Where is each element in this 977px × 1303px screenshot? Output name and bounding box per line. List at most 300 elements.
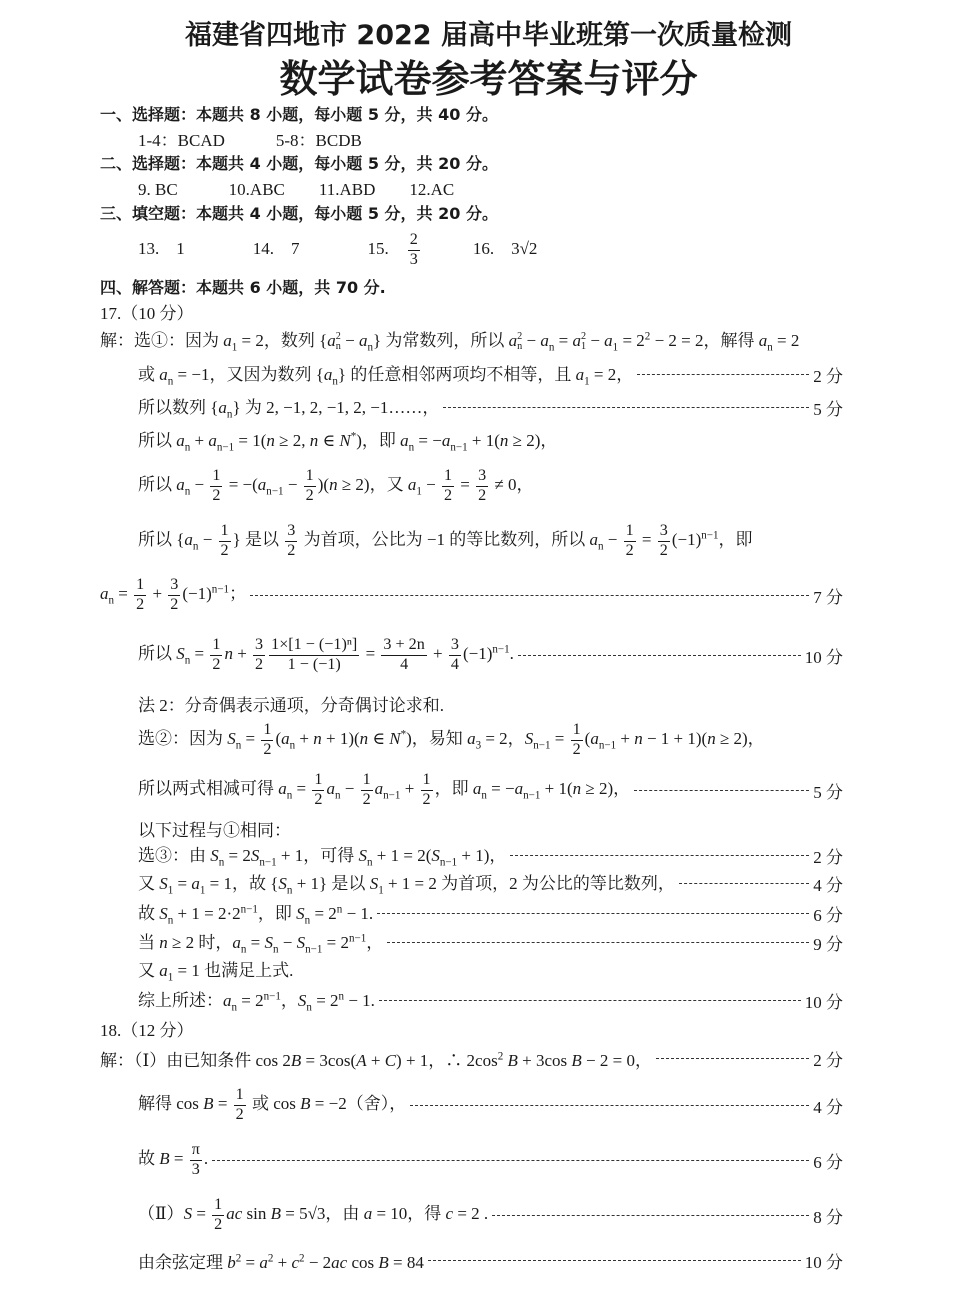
denominator: 2 — [220, 541, 229, 559]
score-label: 4 分 — [813, 1097, 843, 1117]
fraction — [449, 636, 461, 674]
dotted-leader — [410, 1105, 809, 1106]
dotted-leader — [634, 790, 809, 791]
numerator: 2 — [408, 231, 420, 251]
math-variable: a — [589, 529, 598, 549]
fraction — [571, 721, 583, 759]
math-variable: n — [707, 728, 716, 748]
math-variable: a — [223, 991, 232, 1011]
answer-line — [138, 466, 843, 504]
text: = −2（舍）， — [310, 1093, 407, 1113]
text: 由余弦定理 — [138, 1252, 228, 1272]
numerator: 1 — [571, 721, 583, 741]
text: − — [522, 331, 541, 351]
math-variable: B — [300, 1093, 311, 1113]
answer-line — [100, 1013, 843, 1043]
math-variable: S — [358, 846, 367, 866]
denominator: 4 — [450, 655, 459, 673]
answer-line — [138, 813, 843, 843]
text: 所以 — [138, 643, 177, 663]
text: = 5√3，由 — [281, 1203, 364, 1223]
math-variable: a — [281, 728, 290, 748]
fraction — [269, 636, 359, 674]
math-variable: a — [467, 728, 476, 748]
score-label: 2 分 — [813, 366, 843, 386]
subscript: n−1 — [305, 943, 323, 956]
subscript: n — [184, 654, 191, 667]
text: − — [340, 778, 359, 798]
line-content — [138, 467, 534, 505]
text: = − — [414, 431, 442, 451]
denominator: 2 — [235, 1105, 244, 1123]
text: } 的任意相邻两项均不相等，且 — [337, 365, 576, 385]
math-variable: B — [203, 1093, 214, 1113]
math-variable: B — [378, 1252, 389, 1272]
math-variable: n — [224, 643, 233, 663]
dotted-leader — [379, 1000, 801, 1001]
line-content — [138, 721, 765, 759]
text: + 1 = 2( — [372, 846, 432, 866]
text: 1-4：BCAD 5-8：BCDB — [138, 130, 362, 150]
dotted-leader — [510, 855, 809, 856]
denominator: 2 — [287, 541, 296, 559]
math-variable: a — [508, 331, 518, 351]
math-variable: a — [604, 331, 613, 351]
math-variable: S — [369, 874, 379, 894]
text: ≠ 0， — [490, 474, 534, 494]
text: 所以 — [138, 474, 177, 494]
superscript: n — [336, 903, 343, 916]
text: + — [190, 431, 209, 451]
subscript: 1 — [378, 884, 384, 897]
math-variable: c — [291, 1252, 300, 1272]
denominator: 2 — [255, 655, 264, 673]
math-variable: a — [259, 1252, 268, 1272]
answer-line — [138, 720, 843, 758]
text: 又 — [138, 874, 160, 894]
math-variable: N — [339, 431, 351, 451]
text: 解：（Ⅰ）由已知条件 cos 2 — [100, 1050, 291, 1070]
subscript: n — [231, 1001, 238, 1014]
text: = 2 — [322, 933, 349, 953]
fraction — [624, 522, 636, 560]
subscript: 1 — [167, 971, 174, 984]
text: 解得 cos — [138, 1093, 204, 1113]
math-variable: B — [571, 1050, 582, 1070]
line-content — [138, 175, 454, 200]
numerator: 1 — [210, 467, 222, 487]
text: = 2 — [310, 904, 337, 924]
line-content — [100, 299, 194, 324]
math-variable: n — [572, 778, 582, 798]
line-content — [138, 928, 383, 955]
text: 故 — [138, 904, 160, 924]
text: sin — [242, 1203, 271, 1223]
line-content — [100, 326, 799, 353]
text: = — [550, 728, 569, 748]
math-variable: S — [176, 643, 185, 663]
score-label: 10 分 — [804, 1252, 843, 1272]
numerator: 1 — [312, 771, 324, 791]
numerator: 3 — [476, 467, 488, 487]
text: 解：选①：因为 — [100, 331, 224, 351]
numerator: 1×[1 − (−1)ⁿ] — [269, 636, 359, 656]
superscript: 2 — [235, 1251, 242, 1264]
subscript: 1 — [199, 884, 206, 897]
numerator: 1 — [212, 1196, 224, 1216]
text: 法 2：分奇偶表示通项，分奇偶讨论求和. — [138, 695, 444, 715]
subscript: 1 — [231, 341, 238, 354]
subscript: 1 — [580, 341, 587, 353]
subscript: n — [184, 485, 191, 498]
text: = − — [486, 778, 515, 798]
subscript: n−1 — [383, 789, 401, 802]
text: 以下过程与①相同： — [138, 820, 291, 840]
numerator: π — [190, 1141, 202, 1161]
line-content — [138, 1248, 424, 1273]
text: = −1，又因为数列 { — [173, 365, 324, 385]
text: = — [456, 474, 475, 494]
text: ≥ 2 时， — [167, 933, 233, 953]
math-variable: a — [441, 431, 451, 451]
math-variable: a — [358, 331, 368, 351]
answer-line — [100, 575, 843, 613]
text: + — [295, 728, 314, 748]
subscript: n — [235, 739, 242, 752]
text: + — [616, 728, 635, 748]
subscript: n — [218, 856, 225, 869]
text: + — [366, 1050, 385, 1070]
numerator: 3 — [253, 636, 265, 656]
text: 一、选择题：本题共 8 小题，每小题 5 分，共 40 分。 — [100, 104, 498, 124]
denominator: 3 — [191, 1160, 200, 1178]
text: + — [400, 778, 419, 798]
subscript: n — [306, 1001, 312, 1014]
math-variable: n — [499, 431, 509, 451]
text: = 2 — [311, 991, 339, 1011]
fraction — [253, 636, 265, 674]
math-variable: a — [400, 431, 409, 451]
subscript: 1 — [416, 485, 422, 498]
line-content — [100, 1016, 194, 1041]
text: 二、选择题：本题共 4 小题，每小题 5 分，共 20 分。 — [100, 153, 498, 173]
dotted-leader — [637, 374, 809, 375]
text: )( — [317, 474, 330, 494]
superscript: n−1 — [211, 583, 230, 596]
answer-line — [138, 230, 843, 268]
text: ( — [275, 728, 282, 748]
answer-line — [138, 1140, 843, 1178]
text: = 84 — [388, 1252, 424, 1272]
math-variable: B — [270, 1203, 282, 1223]
score-label: 2 分 — [813, 847, 843, 867]
answer-line — [100, 325, 843, 355]
text: = — [169, 1148, 188, 1168]
fraction — [210, 467, 222, 505]
subscript: n — [548, 341, 555, 354]
answer-line — [100, 296, 843, 326]
line-content — [100, 1046, 652, 1071]
text: 16. 3√2 — [421, 238, 538, 258]
denominator: 2 — [170, 595, 179, 613]
text: 综上所述： — [138, 991, 223, 1011]
text: − 2 = 2，解得 — [650, 331, 759, 351]
math-variable: S — [183, 1203, 193, 1223]
subscript: n — [335, 341, 341, 353]
denominator: 2 — [572, 740, 581, 758]
superscript: n−1 — [701, 529, 719, 542]
dotted-leader — [679, 883, 809, 884]
superscript: 2 — [267, 1251, 274, 1264]
text: （Ⅱ） — [138, 1203, 184, 1223]
text: ( — [584, 728, 591, 748]
score-label: 6 分 — [813, 905, 843, 925]
subscript: n — [184, 441, 191, 454]
line-content — [100, 201, 498, 224]
text: 故 — [138, 1148, 160, 1168]
numerator: 3 — [658, 522, 670, 542]
fraction — [381, 636, 426, 674]
math-variable: S — [159, 874, 168, 894]
subscript: n — [408, 441, 415, 454]
superscript: 2 — [517, 331, 523, 343]
line-content — [138, 869, 675, 896]
text: 选②：因为 — [138, 728, 228, 748]
text: + — [273, 1252, 292, 1272]
answer-line — [138, 898, 843, 928]
score-label: 4 分 — [813, 875, 843, 895]
math-variable: B — [507, 1050, 518, 1070]
text: = — [292, 778, 311, 798]
superscript: 2 — [299, 1251, 305, 1264]
text: ， — [366, 933, 384, 953]
math-variable: S — [250, 846, 260, 866]
fraction — [234, 1086, 246, 1124]
denominator: 2 — [314, 790, 323, 808]
text: = — [637, 529, 656, 549]
text: 三、填空题：本题共 4 小题，每小题 5 分，共 20 分。 — [100, 203, 498, 223]
numerator: 3 — [285, 522, 297, 542]
subscript: n — [767, 341, 773, 354]
denominator: 4 — [400, 655, 409, 673]
superscript: n−1 — [348, 932, 367, 945]
text: 17.（10 分） — [100, 303, 194, 323]
numerator: 1 — [134, 576, 146, 596]
math-variable: n — [309, 431, 319, 451]
math-variable: a — [572, 331, 581, 351]
line-content — [138, 841, 506, 868]
text: } 是以 — [232, 529, 284, 549]
numerator: 1 — [624, 522, 636, 542]
subscript: n−1 — [259, 856, 277, 869]
subscript: n — [286, 789, 293, 802]
numerator: 1 — [234, 1086, 246, 1106]
math-variable: a — [407, 474, 417, 494]
math-variable: S — [264, 933, 273, 953]
text: + 1( — [467, 431, 500, 451]
superscript: n−1 — [492, 643, 510, 656]
score-label: 6 分 — [813, 1152, 843, 1172]
fraction — [658, 522, 670, 560]
text: = 2， — [481, 728, 525, 748]
text: + 1} 是以 — [292, 874, 370, 894]
text: (−1) — [182, 583, 212, 603]
denominator: 3 — [409, 250, 418, 268]
fraction — [261, 721, 273, 759]
score-label: 8 分 — [813, 1207, 843, 1227]
answer-line — [138, 868, 843, 898]
text: ，即 — [257, 904, 297, 924]
math-variable: B — [290, 1050, 302, 1070]
text: 选③：由 — [138, 846, 211, 866]
text: } 为常数列，所以 — [373, 331, 509, 351]
math-variable: a — [327, 331, 336, 351]
math-variable: a — [323, 365, 333, 385]
score-label: 10 分 — [804, 992, 843, 1012]
math-variable: ac — [331, 1252, 348, 1272]
dotted-leader — [212, 1160, 809, 1161]
fraction — [190, 1141, 202, 1179]
math-variable: b — [227, 1252, 236, 1272]
subscript: n — [226, 408, 233, 421]
text: ≥ 2)， — [581, 778, 631, 798]
math-variable: n — [634, 728, 643, 748]
math-variable: a — [540, 331, 549, 351]
text: )，易知 — [406, 728, 468, 748]
text: + 1 = 2·2 — [173, 904, 241, 924]
text: 或 cos — [247, 1093, 301, 1113]
subscript: n−1 — [598, 739, 617, 752]
math-variable: B — [159, 1148, 170, 1168]
text: = — [241, 728, 260, 748]
subscript: 1 — [167, 884, 174, 897]
math-variable: a — [363, 1203, 373, 1223]
answer-line — [100, 1043, 843, 1073]
denominator: 2 — [362, 790, 371, 808]
text: − 2 — [304, 1252, 332, 1272]
answer-line — [138, 985, 843, 1015]
dotted-leader — [492, 1215, 809, 1216]
text: ，即 — [718, 529, 753, 549]
subscript: 1 — [584, 375, 590, 388]
math-variable: a — [257, 474, 267, 494]
math-variable: a — [575, 365, 585, 385]
fraction — [312, 771, 324, 809]
math-variable: n — [359, 728, 369, 748]
document-title — [0, 17, 977, 51]
text: − — [603, 529, 622, 549]
math-variable: a — [191, 874, 200, 894]
line-content — [138, 956, 293, 983]
numerator: 3 — [449, 636, 461, 656]
text: − — [586, 331, 605, 351]
math-variable: S — [159, 904, 168, 924]
line-content — [138, 899, 373, 926]
numerator: 1 — [210, 636, 222, 656]
line-content — [138, 522, 753, 560]
math-variable: a — [159, 961, 168, 981]
answer-line — [138, 927, 843, 957]
denominator: 2 — [659, 541, 668, 559]
line-content — [138, 360, 633, 387]
subscript: n — [481, 789, 487, 802]
subscript: n−1 — [266, 485, 284, 498]
text: = — [241, 1252, 260, 1272]
math-variable: ac — [226, 1203, 243, 1223]
text: + 1 = 2 为首项，2 为公比的等比数列， — [383, 874, 675, 894]
text: = 1( — [234, 431, 267, 451]
denominator: 2 — [212, 486, 221, 504]
subscript: n−1 — [439, 856, 458, 869]
subscript: n — [167, 914, 174, 927]
denominator: 2 — [214, 1215, 223, 1233]
math-variable: n — [266, 431, 275, 451]
line-content — [138, 1196, 488, 1234]
answer-line — [138, 392, 843, 422]
math-variable: c — [445, 1203, 454, 1223]
superscript: n−1 — [263, 990, 281, 1003]
superscript: * — [350, 430, 357, 443]
numerator: 1 — [421, 771, 433, 791]
math-variable: n — [329, 474, 338, 494]
line-content — [100, 275, 386, 298]
subscript: n−1 — [533, 739, 551, 752]
numerator: 1 — [219, 522, 231, 542]
subscript: 1 — [612, 341, 619, 354]
text: } 为 2, −1, 2, −1, 2, −1……， — [232, 398, 440, 418]
line-content — [279, 48, 697, 103]
answer-line — [138, 1085, 843, 1123]
text: 当 — [138, 933, 160, 953]
answer-line — [138, 521, 843, 559]
text: ； — [229, 583, 247, 603]
denominator: 2 — [136, 595, 145, 613]
text: − — [278, 933, 297, 953]
line-content — [138, 1086, 406, 1124]
score-label: 9 分 — [813, 934, 843, 954]
superscript: n−1 — [240, 903, 258, 916]
text: = 2 . — [453, 1203, 489, 1223]
math-variable: a — [514, 778, 524, 798]
text: − 1. — [342, 904, 374, 924]
fraction — [408, 231, 420, 269]
text: cos — [347, 1252, 379, 1272]
numerator: 3 — [168, 576, 180, 596]
dotted-leader — [387, 942, 809, 943]
score-label: 5 分 — [813, 399, 843, 419]
text: 数学试卷参考答案与评分 — [279, 56, 698, 101]
superscript: 2 — [644, 330, 651, 343]
text: − — [421, 474, 440, 494]
text: )，即 — [356, 431, 401, 451]
math-variable: a — [590, 728, 599, 748]
dotted-leader — [250, 595, 809, 596]
answer-line — [138, 688, 843, 718]
subscript: n — [240, 943, 247, 956]
text: 所以 — [138, 431, 177, 451]
text: = 2 — [224, 846, 251, 866]
subscript: n — [167, 375, 174, 388]
text: = 2 — [237, 991, 264, 1011]
text: − — [198, 529, 217, 549]
answer-line — [138, 635, 843, 673]
text: − — [340, 331, 359, 351]
text: + 1)( — [321, 728, 360, 748]
text: = — [213, 1093, 232, 1113]
text: − 2 = 0， — [581, 1050, 652, 1070]
numerator: 3 + 2n — [381, 636, 426, 656]
math-variable: a — [208, 431, 217, 451]
